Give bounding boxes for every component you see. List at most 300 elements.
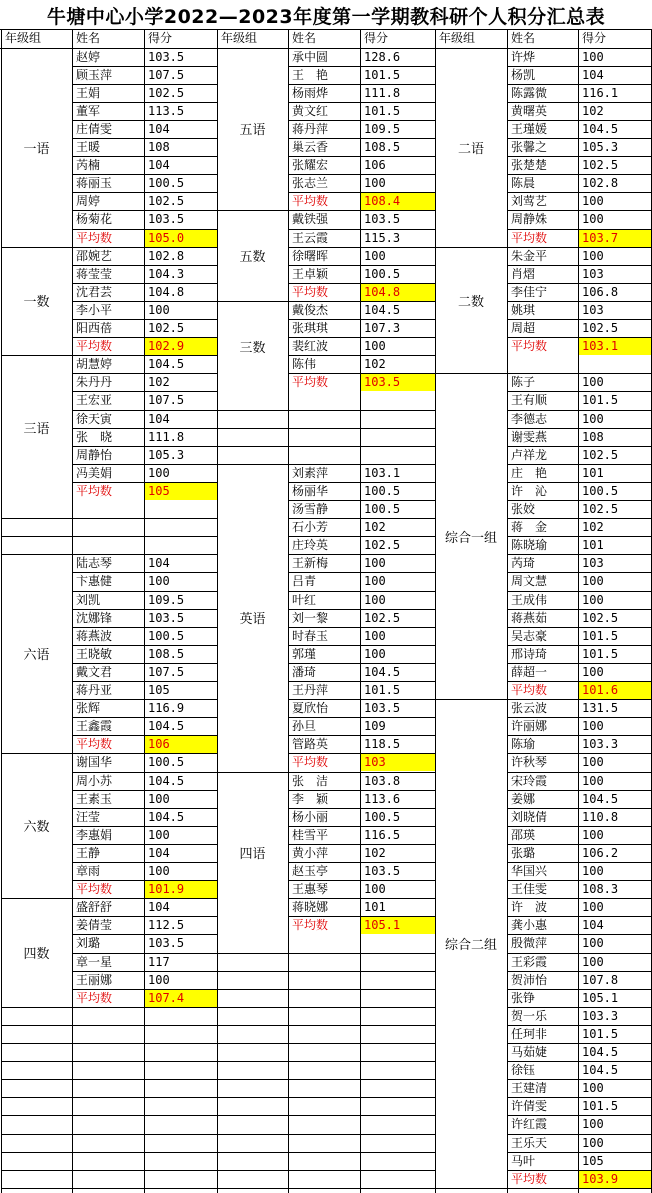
average-value: 106: [148, 737, 170, 752]
member-score: 105: [148, 683, 170, 697]
average-label: 平均数: [76, 483, 113, 498]
member-name: 周静姝: [511, 212, 548, 227]
member-score: 115.3: [364, 230, 401, 245]
member-score: 100: [582, 954, 604, 969]
member-score: 100: [582, 1081, 604, 1096]
member-name: 蒋丽玉: [76, 176, 113, 191]
grid-line: [1, 1007, 217, 1008]
average-value: 105.1: [364, 918, 401, 933]
group-label: 二数: [457, 295, 484, 311]
member-score: 103: [582, 556, 604, 571]
header-group: 年级组: [5, 31, 42, 45]
member-score: 104.5: [582, 121, 619, 136]
group-label: 五语: [239, 123, 266, 139]
member-score: 102.5: [148, 85, 185, 100]
member-name: 吴志豪: [511, 628, 548, 643]
member-name: 王素玉: [76, 791, 113, 806]
grid-line: [1, 1115, 217, 1116]
member-name: 张馨之: [511, 140, 548, 154]
member-score: 100: [582, 827, 604, 842]
grid-line: [217, 1188, 435, 1189]
member-name: 王卓颖: [292, 266, 329, 281]
member-name: 王佳雯: [511, 882, 548, 897]
grid-line: [1, 1043, 217, 1044]
grid-line: [217, 971, 435, 972]
member-name: 赵婷: [76, 49, 101, 64]
member-name: 王鑫霞: [76, 719, 113, 734]
member-score: 101: [582, 538, 604, 553]
member-score: 103.5: [364, 701, 401, 716]
member-score: 102: [582, 520, 604, 535]
header-name: 姓名: [292, 31, 317, 45]
average-label: 平均数: [76, 339, 113, 354]
member-name: 王新梅: [292, 556, 329, 571]
member-score: 100: [364, 176, 386, 191]
member-score: 100: [364, 646, 386, 661]
member-score: 102: [364, 520, 386, 535]
member-name: 庄 艳: [511, 465, 548, 480]
member-score: 107.5: [148, 664, 185, 679]
member-name: 卞惠健: [76, 574, 113, 589]
member-name: 王乐天: [511, 1135, 548, 1150]
member-name: 李佳宁: [511, 284, 548, 299]
member-name: 潘琦: [292, 664, 317, 679]
member-score: 101.5: [582, 628, 619, 643]
member-name: 管路英: [292, 737, 329, 752]
member-score: 101.5: [364, 67, 401, 82]
member-score: 100: [582, 248, 604, 263]
grid-line: [217, 446, 435, 447]
member-name: 王云霞: [292, 230, 329, 245]
group-label: 四语: [239, 847, 266, 863]
member-name: 王丹萍: [292, 683, 329, 697]
grid-line: [1, 536, 217, 537]
member-score: 111.8: [148, 429, 185, 444]
member-score: 100: [582, 664, 604, 679]
member-score: 108: [582, 429, 604, 444]
member-score: 106.8: [582, 284, 619, 299]
member-score: 102.5: [148, 321, 185, 335]
member-name: 桂雪平: [292, 827, 329, 842]
member-name: 卢祥龙: [511, 447, 548, 462]
group-label: 综合二组: [444, 937, 497, 953]
member-name: 蒋燕波: [76, 628, 113, 643]
member-name: 王宏亚: [76, 393, 113, 408]
member-score: 100.5: [148, 628, 185, 643]
member-name: 张耀宏: [292, 158, 329, 173]
member-score: 118.5: [364, 737, 401, 752]
member-score: 102: [148, 375, 170, 390]
grid-line: [217, 1061, 435, 1062]
member-score: 100: [582, 574, 604, 589]
member-score: 106.2: [582, 845, 619, 860]
member-name: 贺一乐: [511, 1008, 548, 1023]
member-score: 100.5: [364, 809, 401, 824]
grid-line: [217, 1115, 435, 1116]
member-name: 顾玉萍: [76, 67, 113, 82]
member-name: 周婷: [76, 194, 101, 209]
grid-line: [217, 989, 435, 990]
member-score: 100: [364, 628, 386, 643]
group-label: 六语: [23, 648, 50, 664]
member-score: 112.5: [148, 918, 185, 933]
member-name: 李小平: [76, 302, 113, 317]
member-score: 101.5: [582, 1099, 619, 1114]
member-name: 芮琦: [511, 556, 536, 571]
member-score: 100: [582, 936, 604, 951]
member-score: 103.8: [364, 773, 401, 788]
member-score: 111.8: [364, 85, 401, 100]
member-name: 石小芳: [292, 520, 329, 535]
member-score: 101.5: [582, 646, 619, 661]
member-score: 104: [148, 158, 170, 173]
member-score: 100: [582, 719, 604, 734]
member-score: 104: [148, 411, 170, 426]
member-name: 章一星: [76, 954, 113, 969]
member-score: 104.5: [364, 302, 401, 317]
grid-line: [1, 1061, 217, 1062]
member-score: 103.3: [582, 1008, 619, 1023]
member-name: 张云波: [511, 701, 548, 716]
member-name: 陈伟: [292, 357, 317, 372]
member-name: 马茹婕: [511, 1045, 548, 1059]
member-score: 104: [148, 121, 170, 136]
member-name: 王娟: [76, 85, 101, 100]
member-name: 王暖: [76, 140, 101, 154]
average-value: 103.5: [364, 375, 401, 390]
member-score: 100: [148, 574, 170, 589]
member-name: 周超: [511, 321, 536, 335]
grid-line: [1, 1134, 217, 1135]
member-name: 刘莺艺: [511, 194, 548, 209]
member-name: 王成伟: [511, 592, 548, 607]
member-score: 100: [582, 375, 604, 390]
member-score: 104.3: [148, 266, 185, 281]
member-score: 100.5: [148, 176, 185, 191]
member-score: 100: [364, 339, 386, 354]
grid-line: [217, 1152, 435, 1153]
group-label: 英语: [239, 612, 266, 628]
average-label: 平均数: [511, 1171, 548, 1186]
member-name: 杨菊花: [76, 212, 113, 227]
member-name: 赵玉亭: [292, 864, 329, 878]
member-name: 许红霞: [511, 1117, 548, 1132]
member-name: 朱丹丹: [76, 375, 113, 390]
member-score: 131.5: [582, 701, 619, 716]
member-name: 蒋晓娜: [292, 900, 329, 915]
member-score: 102.5: [582, 502, 619, 516]
average-label: 平均数: [76, 737, 113, 752]
member-name: 华国兴: [511, 864, 548, 878]
group-label: 一数: [23, 295, 50, 311]
member-score: 105.3: [148, 447, 185, 462]
member-name: 黄小萍: [292, 845, 329, 860]
group-label: 三数: [239, 340, 266, 356]
member-score: 113.6: [364, 791, 401, 806]
member-name: 蒋丹萍: [292, 121, 329, 136]
average-label: 平均数: [511, 230, 548, 245]
grid-line: [217, 410, 435, 411]
header-name: 姓名: [511, 31, 536, 45]
member-score: 105.3: [582, 140, 619, 154]
member-name: 杨小丽: [292, 809, 329, 824]
member-score: 103.5: [364, 864, 401, 878]
member-score: 102.5: [582, 447, 619, 462]
average-value: 105: [148, 483, 170, 498]
member-name: 张辉: [76, 701, 101, 716]
member-score: 100: [148, 791, 170, 806]
average-value: 101.9: [148, 882, 185, 897]
grid-line: [1, 1079, 217, 1080]
member-score: 109.5: [364, 121, 401, 136]
member-name: 邵婉艺: [76, 248, 113, 263]
member-name: 蒋 金: [511, 520, 548, 535]
average-value: 103.1: [582, 339, 619, 354]
member-name: 周静怡: [76, 447, 113, 462]
average-value: 108.4: [364, 194, 401, 209]
member-score: 100.5: [148, 755, 185, 770]
average-label: 平均数: [511, 683, 548, 697]
member-name: 许丽娜: [511, 719, 548, 734]
member-name: 许 沁: [511, 483, 548, 498]
member-score: 100: [148, 864, 170, 878]
member-score: 103.3: [582, 737, 619, 752]
average-label: 平均数: [292, 284, 329, 299]
member-name: 徐曙晖: [292, 248, 329, 263]
member-score: 104.5: [148, 809, 185, 824]
member-name: 胡慧婷: [76, 357, 113, 372]
grid-line: [217, 1007, 435, 1008]
grid-line: [217, 953, 435, 954]
member-name: 冯美娟: [76, 465, 113, 480]
member-score: 100.5: [364, 483, 401, 498]
grid-line: [1, 1188, 217, 1189]
header-score: 得分: [582, 31, 607, 45]
average-value: 103: [364, 755, 386, 770]
member-score: 103.5: [148, 936, 185, 951]
member-name: 姚琪: [511, 302, 536, 317]
member-name: 杨凯: [511, 67, 536, 82]
member-name: 马叶: [511, 1153, 536, 1168]
member-score: 100: [582, 212, 604, 227]
grid-line: [217, 1097, 435, 1098]
average-value: 104.8: [364, 284, 401, 299]
member-name: 黄文红: [292, 103, 329, 118]
group-label: 五数: [239, 250, 266, 266]
member-name: 庄玲英: [292, 538, 329, 553]
member-name: 章雨: [76, 864, 101, 878]
member-name: 沈娜锋: [76, 610, 113, 625]
member-score: 100: [582, 864, 604, 878]
member-score: 104: [582, 918, 604, 933]
member-name: 陈晨: [511, 176, 536, 191]
member-score: 102.5: [364, 538, 401, 553]
header-group: 年级组: [221, 31, 258, 45]
member-name: 张琪琪: [292, 321, 329, 335]
member-name: 周小苏: [76, 773, 113, 788]
member-name: 许秋琴: [511, 755, 548, 770]
member-name: 张 晓: [76, 429, 113, 444]
member-score: 117: [148, 954, 170, 969]
member-score: 100: [364, 882, 386, 897]
member-score: 101.5: [582, 393, 619, 408]
member-score: 116.5: [364, 827, 401, 842]
member-name: 刘一黎: [292, 610, 329, 625]
grid-line: [217, 428, 435, 429]
member-name: 李 颖: [292, 791, 329, 806]
average-label: 平均数: [76, 990, 113, 1005]
member-name: 董军: [76, 103, 101, 118]
member-name: 沈君芸: [76, 284, 113, 299]
member-name: 王有顺: [511, 393, 548, 408]
member-score: 100: [364, 592, 386, 607]
member-name: 戴铁强: [292, 212, 329, 227]
grid-line: [217, 1134, 435, 1135]
member-name: 王建清: [511, 1081, 548, 1096]
average-label: 平均数: [292, 755, 329, 770]
member-score: 108: [148, 140, 170, 154]
grid-line: [1, 1097, 217, 1098]
group-label: 二语: [457, 141, 484, 157]
average-value: 105.0: [148, 230, 185, 245]
member-name: 李惠娟: [76, 827, 113, 842]
member-score: 100: [148, 827, 170, 842]
member-score: 100: [582, 1117, 604, 1132]
member-name: 谢雯燕: [511, 429, 548, 444]
member-score: 104: [582, 67, 604, 82]
page-title: 牛塘中心小学2022—2023年度第一学期教科研个人积分汇总表: [46, 5, 606, 28]
member-name: 徐天寅: [76, 411, 113, 426]
member-score: 104.5: [582, 791, 619, 806]
member-name: 许倩雯: [511, 1099, 548, 1114]
member-name: 刘凯: [76, 592, 101, 607]
member-name: 盛舒舒: [76, 900, 113, 915]
grid-line: [1, 1152, 217, 1153]
member-name: 时春玉: [292, 628, 329, 643]
grid-line: [217, 1043, 435, 1044]
average-label: 平均数: [511, 339, 548, 354]
member-score: 100: [582, 592, 604, 607]
member-score: 102: [582, 103, 604, 118]
grid-line: [1, 1025, 217, 1026]
member-score: 102: [364, 845, 386, 860]
member-name: 陈晓瑜: [511, 538, 548, 553]
member-score: 102.5: [364, 610, 401, 625]
member-name: 宋玲霞: [511, 773, 548, 788]
member-name: 周文慧: [511, 574, 548, 589]
member-name: 巢云香: [292, 140, 329, 154]
member-score: 105.1: [582, 990, 619, 1005]
member-score: 107.3: [364, 321, 401, 335]
member-name: 王静: [76, 845, 101, 860]
member-score: 110.8: [582, 809, 619, 824]
member-score: 100: [582, 755, 604, 770]
member-name: 王彩霞: [511, 954, 548, 969]
member-name: 薛超一: [511, 664, 548, 679]
member-score: 104: [148, 900, 170, 915]
member-score: 108.3: [582, 882, 619, 897]
group-label: 综合一组: [444, 530, 497, 546]
member-score: 104.5: [582, 1063, 619, 1078]
member-name: 张姣: [511, 502, 536, 516]
member-score: 103.5: [148, 212, 185, 227]
member-score: 128.6: [364, 49, 401, 64]
member-name: 刘璐: [76, 936, 101, 951]
member-name: 汪莹: [76, 809, 101, 824]
average-label: 平均数: [292, 194, 329, 209]
header-score: 得分: [364, 31, 389, 45]
member-score: 104.8: [148, 284, 185, 299]
member-score: 100: [582, 49, 604, 64]
member-score: 108.5: [148, 646, 185, 661]
member-score: 103.1: [364, 465, 401, 480]
member-name: 张铮: [511, 990, 536, 1005]
member-name: 邢诗琦: [511, 646, 548, 661]
member-score: 107.5: [148, 393, 185, 408]
header-group: 年级组: [439, 31, 476, 45]
member-name: 王惠琴: [292, 882, 329, 897]
member-name: 杨丽华: [292, 483, 329, 498]
member-score: 100: [582, 1135, 604, 1150]
member-score: 101: [582, 465, 604, 480]
member-name: 陈瑜: [511, 737, 536, 752]
member-score: 100.5: [364, 502, 401, 516]
member-name: 戴俊杰: [292, 302, 329, 317]
header-name: 姓名: [76, 31, 101, 45]
member-name: 殷微萍: [511, 936, 548, 951]
member-name: 刘素萍: [292, 465, 329, 480]
member-score: 109.5: [148, 592, 185, 607]
member-score: 103.5: [364, 212, 401, 227]
member-name: 蒋燕茹: [511, 610, 548, 625]
member-name: 裴红波: [292, 339, 329, 354]
member-score: 103: [582, 266, 604, 281]
member-name: 刘晓倩: [511, 809, 548, 824]
grid-line: [1, 1170, 217, 1171]
member-name: 王晓敏: [76, 646, 113, 661]
member-name: 郭瑾: [292, 646, 317, 661]
member-name: 黄曙英: [511, 103, 548, 118]
member-name: 许 波: [511, 900, 548, 915]
member-score: 100: [364, 574, 386, 589]
member-name: 谢国华: [76, 755, 113, 770]
member-name: 邵瑛: [511, 827, 536, 842]
member-score: 102.5: [148, 194, 185, 209]
member-name: 张 洁: [292, 773, 329, 788]
header-score: 得分: [148, 31, 173, 45]
member-score: 116.1: [582, 85, 619, 100]
member-name: 芮楠: [76, 158, 101, 173]
grid-line: [217, 1079, 435, 1080]
grid-line: [435, 1188, 651, 1189]
member-score: 100: [582, 773, 604, 788]
member-score: 102.5: [582, 321, 619, 335]
grid-line: [217, 1025, 435, 1026]
member-score: 100: [364, 248, 386, 263]
average-value: 101.6: [582, 683, 619, 697]
average-label: 平均数: [292, 918, 329, 933]
member-name: 徐钰: [511, 1063, 536, 1078]
member-name: 孙旦: [292, 719, 317, 734]
average-value: 107.4: [148, 990, 185, 1005]
member-name: 贺沛怡: [511, 972, 548, 987]
member-score: 100: [148, 972, 170, 987]
average-value: 102.9: [148, 339, 185, 354]
member-score: 100: [582, 411, 604, 426]
average-label: 平均数: [76, 882, 113, 897]
member-name: 王丽娜: [76, 972, 113, 987]
member-score: 102.5: [582, 610, 619, 625]
